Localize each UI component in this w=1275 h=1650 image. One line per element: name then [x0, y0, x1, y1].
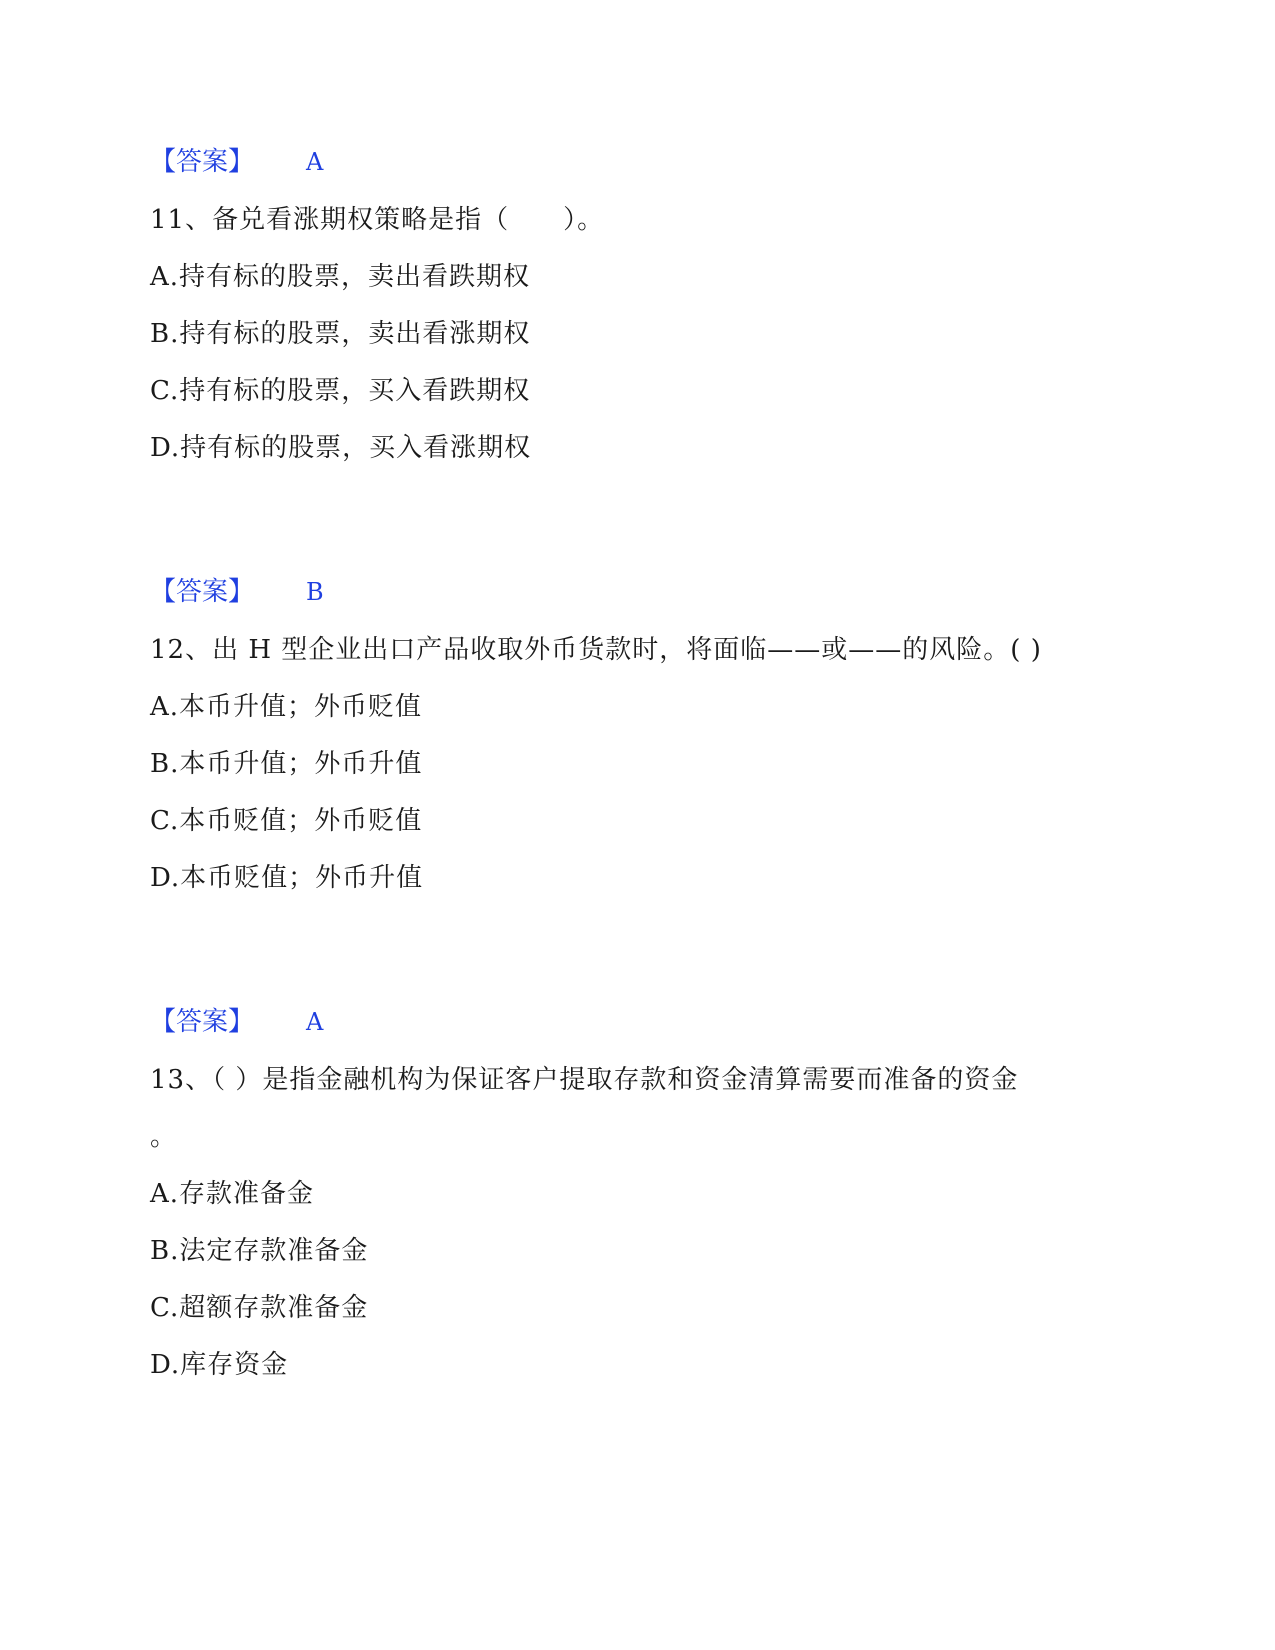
answer-value: A — [306, 1008, 324, 1036]
question-stem: 11、备兑看涨期权策略是指（ ）。 — [150, 205, 605, 235]
option-d: D.持有标的股票，买入看涨期权 — [150, 433, 532, 463]
option-c: C.超额存款准备金 — [150, 1293, 369, 1323]
answer-line — [150, 572, 1110, 612]
answer-line — [150, 142, 1110, 182]
answer-label: 【答案】 — [150, 577, 255, 607]
option-c: C.持有标的股票，买入看跌期权 — [150, 376, 531, 406]
option-a: A.存款准备金 — [150, 1179, 315, 1209]
answer-line — [150, 1002, 1110, 1042]
option-c: C.本币贬值；外币贬值 — [150, 806, 423, 836]
option-a: A.本币升值；外币贬值 — [150, 692, 423, 722]
option-b: B.法定存款准备金 — [150, 1236, 369, 1266]
question-stem: 12、出 H 型企业出口产品收取外币货款时，将面临——或——的风险。( ) — [150, 635, 1042, 665]
question-block-13 — [150, 1002, 1110, 1394]
answer-label: 【答案】 — [150, 147, 255, 177]
option-b: B.持有标的股票，卖出看涨期权 — [150, 319, 531, 349]
answer-value: A — [306, 148, 324, 176]
option-b: B.本币升值；外币升值 — [150, 749, 423, 779]
question-block-12 — [150, 572, 1110, 907]
answer-value: B — [306, 578, 324, 606]
option-a: A.持有标的股票，卖出看跌期权 — [150, 262, 531, 292]
option-d: D.库存资金 — [150, 1350, 289, 1380]
question-block-11 — [150, 142, 1110, 477]
option-d: D.本币贬值；外币升值 — [150, 863, 424, 893]
question-stem: 13、（ ）是指金融机构为保证客户提取存款和资金清算需要而准备的资金 。 — [150, 1065, 1019, 1152]
answer-label: 【答案】 — [150, 1007, 255, 1037]
